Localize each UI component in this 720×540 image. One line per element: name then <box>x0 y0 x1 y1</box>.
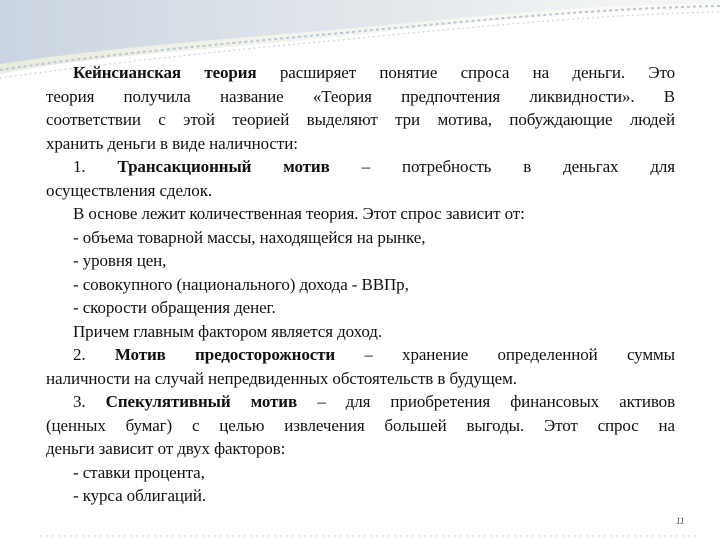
paragraph-line: соответствии с этой теорией выделяют три мотива, побуждающие людей <box>46 110 675 129</box>
paragraph-line: Кейнсианская теория расширяет понятие спроса на деньги. Это <box>73 63 675 82</box>
list-item: - ставки процента, <box>73 462 205 482</box>
paragraph-line: Причем главным фактором является доход. <box>73 321 382 341</box>
paragraph-line: 3. Спекулятивный мотив – для приобретения финансовых активов <box>73 392 676 411</box>
list-item: - уровня цен, <box>73 251 167 270</box>
paragraph-line: теория получила название «Теория предпочтения ликвидности». В <box>46 86 675 106</box>
paragraph-line: деньги зависит от двух факторов: <box>46 439 286 458</box>
list-item: - курса облигаций. <box>73 486 207 505</box>
paragraph-line: 2. Мотив предосторожности – хранение определенной суммы <box>73 345 675 364</box>
bottom-dotted-decoration <box>0 520 720 540</box>
paragraph-line: хранить деньги в виде наличности: <box>46 133 298 153</box>
paragraph-line: осуществления сделок. <box>46 180 213 200</box>
body-text <box>46 61 675 508</box>
bold-term: Спекулятивный мотив <box>105 392 298 411</box>
list-item: - совокупного (национального) дохода - ВВПр, <box>73 274 409 294</box>
list-item: - объема товарной массы, находящейся на рынке, <box>73 227 426 247</box>
page-number: 11 <box>676 516 685 526</box>
paragraph-line: (ценных бумаг) с целью извлечения большей выгоды. Этот спрос на <box>46 415 675 435</box>
bold-term: Мотив предосторожности <box>114 345 336 364</box>
list-item: - скорости обращения денег. <box>73 298 276 317</box>
paragraph-line: наличности на случай непредвиденных обстоятельств в будущем. <box>46 368 517 388</box>
bold-term: Кейнсианская теория <box>73 63 257 82</box>
paragraph-line: 1. Трансакционный мотив – потребность в деньгах для <box>73 157 675 176</box>
bold-term: Трансакционный мотив <box>117 157 330 176</box>
paragraph-line: В основе лежит количественная теория. Этот спрос зависит от: <box>73 204 525 223</box>
